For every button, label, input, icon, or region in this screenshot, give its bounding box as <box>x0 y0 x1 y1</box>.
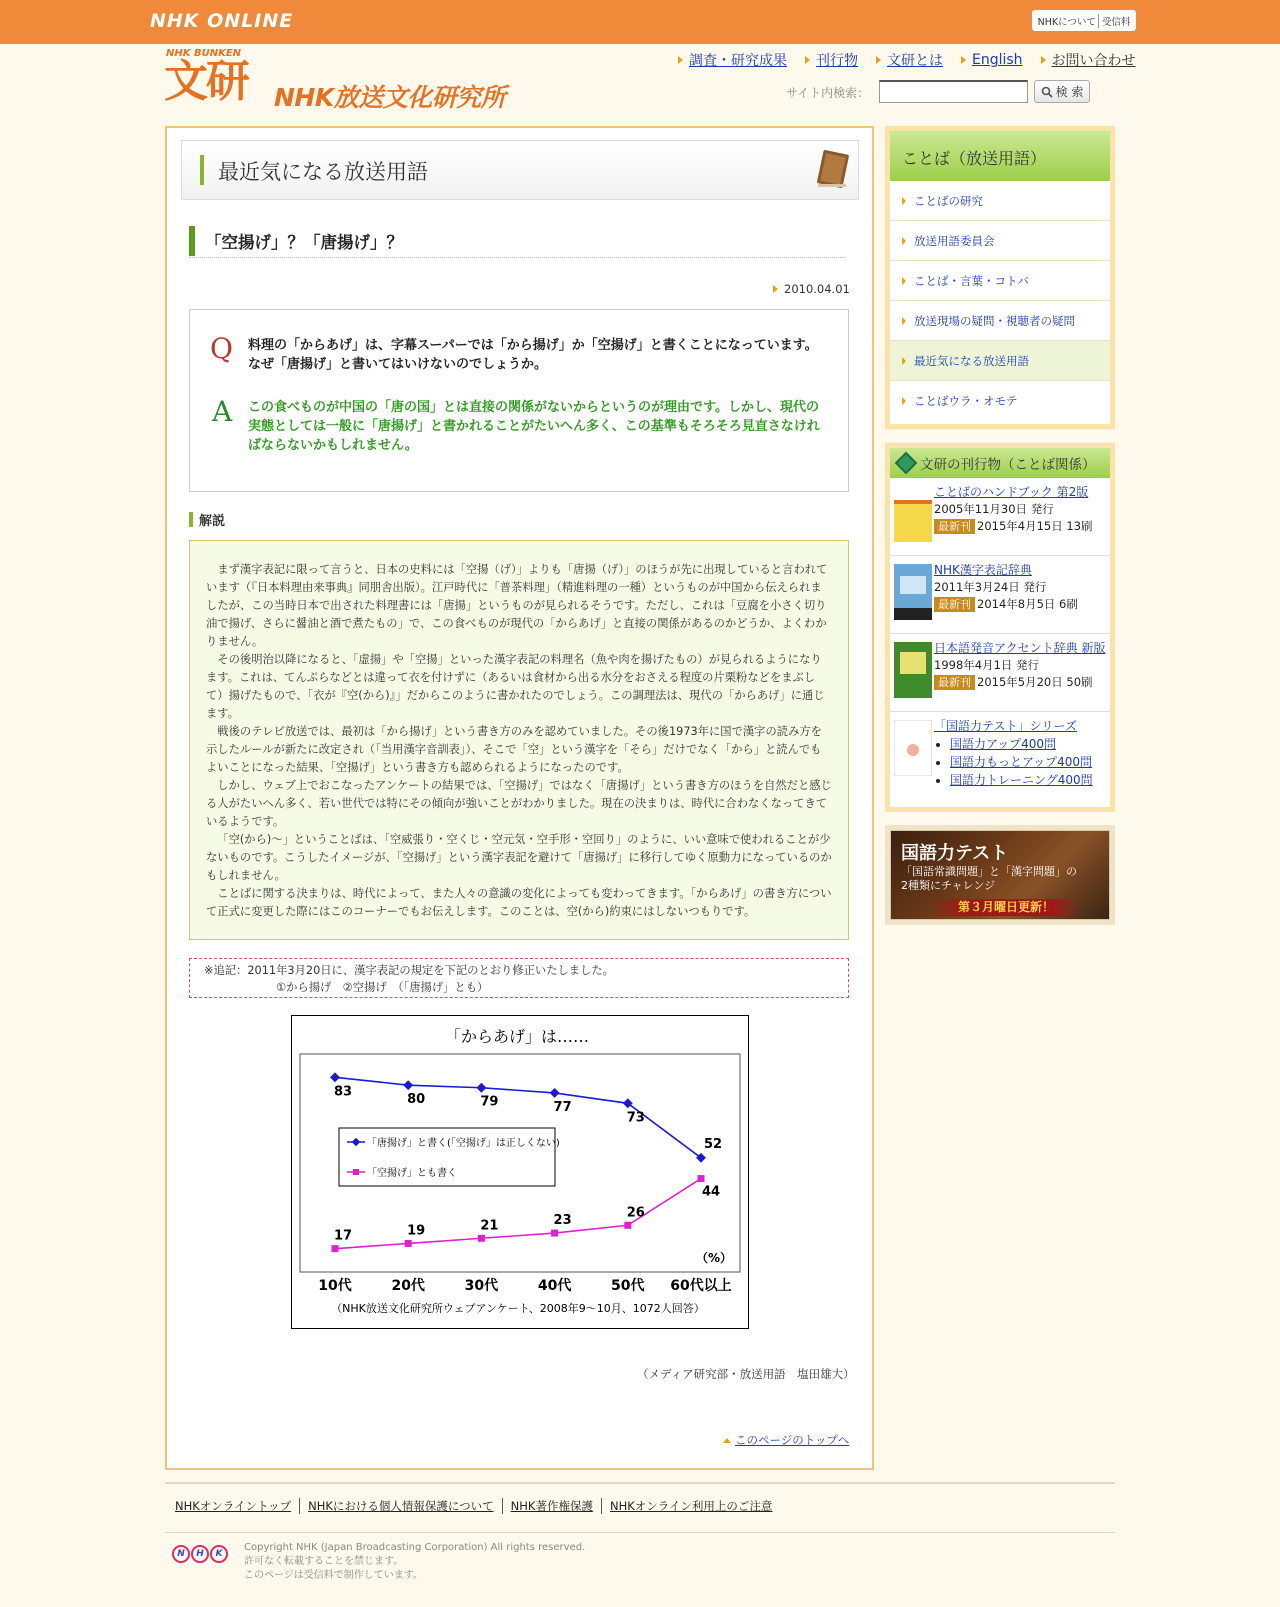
chart-source: （NHK放送文化研究所ウェブアンケート、2008年9～10月、1072人回答） <box>331 1302 705 1315</box>
publication-print: 2015年5月20日 50刷 <box>977 675 1093 689</box>
nav-item-publications <box>805 50 858 70</box>
article-heading <box>189 226 845 258</box>
arrow-right-icon <box>902 397 906 405</box>
nhk-logo-circle: H <box>191 1545 209 1563</box>
arrow-right-icon <box>678 56 683 64</box>
about-nhk-link[interactable]: NHKについて <box>1037 16 1096 28</box>
arrow-right-icon <box>961 56 966 64</box>
addendum-line: ※追記：2011年3月20日に、漢字表記の規定を下記のとおり修正いたしました。 <box>204 964 614 977</box>
page-title: 最近気になる放送用語 <box>218 160 428 184</box>
question-mark-letter: Q <box>210 332 233 365</box>
arrow-right-icon <box>902 277 906 285</box>
series-item <box>950 771 1106 789</box>
search-icon <box>1041 86 1053 98</box>
nhk-logo-circle: K <box>210 1545 228 1563</box>
data-point <box>403 1080 413 1090</box>
bunken-logo[interactable]: 文研 <box>164 56 248 107</box>
arrow-right-icon <box>1041 56 1046 64</box>
title-accent-bar <box>200 155 204 185</box>
publication-print: 2014年8月5日 6刷 <box>977 597 1078 611</box>
addendum-line: ①から揚げ ②空揚げ （「唐揚げ」とも） <box>276 981 489 994</box>
publications-inner <box>890 448 1110 807</box>
sidebar-item-label: 放送現場の疑問・視聴者の疑問 <box>914 313 1075 328</box>
copyright-line: このページは受信料で制作しています。 <box>244 1570 423 1581</box>
publications-box <box>885 443 1115 812</box>
sidebar-menu <box>885 126 1115 429</box>
article-date <box>773 282 850 296</box>
x-tick-label: 40代 <box>537 1278 572 1294</box>
series-item <box>950 735 1106 753</box>
footer-links <box>175 1498 780 1514</box>
top-links <box>1032 10 1136 31</box>
legend-marker-square <box>353 1169 359 1175</box>
kokugo-test-banner[interactable] <box>885 825 1115 925</box>
unit-label: （%） <box>695 1251 732 1265</box>
top-bar <box>0 0 1280 44</box>
series-item-link[interactable]: 国語力もっとアップ400問 <box>950 755 1093 769</box>
qa-box <box>189 309 849 492</box>
explanation-heading-text: 解説 <box>199 514 226 529</box>
publication-link[interactable]: ことばのハンドブック 第2版 <box>934 485 1089 499</box>
nav-item-english <box>961 50 1023 70</box>
question-text: 料理の「からあげ」は、字幕スーパーでは「から揚げ」か「空揚げ」と書くことになっています。なぜ「唐揚げ」と書いてはいけないのでしょうか。 <box>248 338 818 372</box>
data-point <box>330 1072 340 1082</box>
gem-icon <box>895 452 918 475</box>
banner-title: 国語力テスト <box>901 843 1009 864</box>
series-item-link[interactable]: 国語力トレーニング400問 <box>950 773 1093 787</box>
banner-subtitle-line: 「国語常識問題」と「漢字問題」の <box>901 865 1077 878</box>
arrow-up-icon <box>723 1438 731 1443</box>
banner-subtitle-line: 2種類にチャレンジ <box>901 879 996 892</box>
book-cover-image[interactable] <box>894 486 932 542</box>
publication-text <box>934 640 1106 691</box>
main-content <box>165 126 874 1470</box>
arrow-right-icon <box>902 197 906 205</box>
data-label: 44 <box>701 1184 721 1200</box>
data-label: 52 <box>703 1136 723 1152</box>
line-chart-svg <box>292 1016 748 1328</box>
institute-name[interactable]: NHK放送文化研究所 <box>274 83 506 112</box>
x-tick-label: 50代 <box>611 1278 645 1294</box>
publication-date: 2011年3月24日 発行 <box>934 580 1047 594</box>
publication-print: 2015年4月15日 13刷 <box>977 519 1093 533</box>
author-credit: （メディア研究部・放送用語 塩田雄大） <box>637 1367 855 1381</box>
chart-title: 「からあげ」は…… <box>444 1027 590 1046</box>
fee-link[interactable]: 受信料 <box>1098 14 1131 28</box>
data-point <box>698 1175 705 1182</box>
data-label: 19 <box>407 1223 426 1239</box>
heading-accent-bar <box>189 226 195 256</box>
footer-link-notice[interactable]: NHKオンライン利用上のご注意 <box>601 1498 780 1514</box>
footer-link-top[interactable]: NHKオンライントップ <box>175 1499 292 1513</box>
sidebar-item-label: ことばウラ・オモテ <box>914 394 1018 408</box>
data-label: 23 <box>553 1213 572 1229</box>
data-point <box>551 1230 558 1237</box>
arrow-right-icon <box>902 357 906 365</box>
explanation-paragraph: 戦後のテレビ放送では、最初は「から揚げ」という書き方のみを認めていました。その後1973年に国で漢字の読み方を示したルールが新たに改定され（「当用漢字音訓表」）、そこで「空」という漢字を「そら」だけでなく「から」と読んでもよいことになった結果、「空揚げ」という書き方も認められるようになったのです。 <box>206 725 822 774</box>
publication-date: 2005年11月30日 発行 <box>934 502 1054 516</box>
search-button[interactable] <box>1034 80 1090 103</box>
nav-link-english[interactable]: English <box>972 52 1023 68</box>
answer-mark-letter: A <box>212 395 233 428</box>
data-label: 77 <box>553 1099 572 1115</box>
nav-link-research[interactable]: 調査・研究成果 <box>689 53 787 69</box>
newest-badge: 最新刊 <box>934 597 975 612</box>
nav-item-about <box>876 50 943 70</box>
footer-divider <box>165 1532 1115 1533</box>
publication-text <box>934 484 1106 535</box>
sidebar-menu-title[interactable]: ことば（放送用語） <box>902 149 1047 168</box>
data-label: 17 <box>333 1228 353 1244</box>
newest-badge: 最新刊 <box>934 519 975 534</box>
explanation-paragraph: その後明治以降になると、「虚揚」や「空揚」といった漢字表記の料理名（魚や肉を揚げたもの）が見られるようになります。これは、てんぷらなどとは違って衣を付けずに（あるいは食材から出る水分をおさえる程度の片栗粉などをまぶして）揚げたもので、「衣が『空(から)』」だからこのように書かれたのでしょう。この調理法は、現代の「からあげ」に通じます。 <box>206 653 825 720</box>
data-point <box>405 1240 412 1247</box>
banner-subtitle <box>901 865 1077 893</box>
explanation-box <box>189 540 849 940</box>
search-label: サイト内検索： <box>786 86 870 100</box>
copyright-line: 許可なく転載することを禁じます。 <box>244 1556 404 1567</box>
sidebar-item-label: 放送用語委員会 <box>914 233 995 248</box>
publication-item <box>890 556 1110 634</box>
series-item <box>950 753 1106 771</box>
series-item-link[interactable]: 国語力アップ400問 <box>950 737 1057 751</box>
page-title-box <box>181 140 859 200</box>
sidebar-item-label: ことば・言葉・コトバ <box>914 273 1029 288</box>
sidebar-item-questions[interactable] <box>890 301 1110 341</box>
sidebar-menu-header <box>890 131 1110 181</box>
page-top-link-wrap <box>723 1432 849 1448</box>
nhk-logo[interactable] <box>172 1545 230 1567</box>
series-list <box>950 735 1106 789</box>
data-point <box>478 1235 485 1242</box>
data-point <box>550 1088 560 1098</box>
nhk-online-logo[interactable]: NHK ONLINE <box>150 10 294 32</box>
data-label: 80 <box>407 1092 426 1108</box>
nhk-logo-circle: N <box>172 1545 190 1563</box>
footer-divider <box>165 1482 1115 1484</box>
copyright <box>244 1541 585 1583</box>
sidebar-menu-inner <box>890 131 1110 424</box>
publication-link[interactable]: NHK漢字表記辞典 <box>934 563 1032 577</box>
arrow-right-icon <box>902 317 906 325</box>
publications-title: 文研の刊行物（ことば関係） <box>920 457 1096 473</box>
page-top-link[interactable]: このページのトップへ <box>735 1433 850 1447</box>
nav-item-research <box>678 50 787 70</box>
date-text: 2010.04.01 <box>784 282 850 296</box>
global-nav <box>678 50 1136 70</box>
explanation-paragraph: ことばに関する決まりは、時代によって、また人々の意識の変化によっても変わってきます。「からあげ」の書き方について正式に変更した際にはこのコーナーでもお伝えします。このことは、空(から)約束にはしないつもりです。 <box>206 887 832 918</box>
banner-inner <box>890 830 1110 920</box>
arrow-right-icon <box>902 237 906 245</box>
x-tick-label: 10代 <box>318 1278 352 1294</box>
sidebar-item-recent-terms[interactable] <box>890 341 1110 381</box>
sidebar-item-label: 最近気になる放送用語 <box>914 353 1029 368</box>
book-cover-image[interactable] <box>894 720 932 776</box>
publication-link[interactable]: 日本語発音アクセント辞典 新版 <box>934 641 1106 655</box>
newest-badge: 最新刊 <box>934 675 975 690</box>
data-point <box>624 1222 631 1229</box>
series-link[interactable]: 「国語力テスト」シリーズ <box>934 719 1077 733</box>
arrow-right-icon <box>876 56 881 64</box>
x-axis-labels <box>318 1277 731 1294</box>
nav-link-about[interactable]: 文研とは <box>887 53 943 69</box>
sidebar-item-kotoba-kotoba[interactable] <box>890 261 1110 301</box>
explanation-heading <box>189 510 225 529</box>
publications-header <box>890 448 1110 478</box>
survey-chart <box>291 1015 749 1329</box>
answer-text: この食べものが中国の「唐の国」とは直接の関係がないからというのが理由です。しかし、現代の実態としては一般に「唐揚げ」と書かれることがたいへん多く、この基準もそろそろ見直さなければならないかもしれません。 <box>248 400 820 453</box>
x-tick-label: 60代以上 <box>670 1278 732 1294</box>
arrow-right-icon <box>773 285 778 293</box>
article-title: 「空揚げ」？「唐揚げ」？ <box>205 233 403 252</box>
sidebar-item-ura-omote[interactable] <box>890 381 1110 421</box>
banner-update-strip: 第３月曜日更新！ <box>931 899 1081 916</box>
search-input[interactable] <box>879 80 1028 103</box>
publication-text <box>934 562 1106 613</box>
bunken-logo-sub: NHK BUNKEN <box>166 48 242 59</box>
publication-item <box>890 634 1110 712</box>
nav-item-contact <box>1041 50 1136 70</box>
sidebar-item-committee[interactable] <box>890 221 1110 261</box>
data-point <box>332 1245 339 1252</box>
publication-date: 1998年4月1日 発行 <box>934 658 1040 672</box>
legend-label: 「唐揚げ」と書く(「空揚げ」は正しくない) <box>367 1138 560 1149</box>
nav-link-publications[interactable]: 刊行物 <box>816 53 858 69</box>
nav-link-contact[interactable]: お問い合わせ <box>1051 53 1136 69</box>
data-label: 73 <box>626 1110 645 1126</box>
series-line-1 <box>335 1179 701 1249</box>
sidebar-item-kotoba-research[interactable] <box>890 181 1110 221</box>
sidebar-item-label: ことばの研究 <box>914 193 983 208</box>
publication-text <box>934 718 1106 789</box>
data-label: 79 <box>480 1094 499 1110</box>
data-label: 21 <box>480 1218 499 1234</box>
x-tick-label: 30代 <box>464 1278 499 1294</box>
addendum-note <box>189 958 849 998</box>
footer-link-privacy[interactable]: NHKにおける個人情報保護について <box>299 1498 502 1514</box>
explanation-paragraph: しかし、ウェブ上でおこなったアンケートの結果では、「空揚げ」ではなく「唐揚げ」という書き方のほうを自然だと感じる人がたいへん多く、若い世代では特にその傾向が強いことがわかりました。現在の決まりは、時代に合わなくなってきているようです。 <box>206 779 832 828</box>
explanation-paragraph: 「空(から)～」ということばは、「空威張り・空くじ・空元気・空手形・空回り」のように、いい意味で使われることが少ないものです。こうしたイメージが、「空揚げ」という漢字表記を避けて「唐揚げ」に移行してゆく原動力になっているのかもしれません。 <box>206 833 832 882</box>
arrow-right-icon <box>805 56 810 64</box>
legend-label: 「空揚げ」とも書く <box>367 1168 457 1179</box>
data-label: 83 <box>333 1084 353 1100</box>
publication-item <box>890 478 1110 556</box>
data-point <box>476 1083 486 1093</box>
book-icon <box>814 148 850 190</box>
x-tick-label: 20代 <box>391 1278 425 1294</box>
footer-link-copyright[interactable]: NHK著作権保護 <box>502 1498 601 1514</box>
explanation-paragraph: まず漢字表記に限って言うと、日本の史料には「空揚（げ）」よりも「唐揚（げ）」のほうが先に出現していると言われています（『日本料理由来事典』同朋舎出版）。江戸時代に「普茶料理」（精進料理の一種）というものが中国から伝えられましたが、この当時日本で出された料理書には「唐揚」というものが見られるそうです。ただし、これは「豆腐を小さく切り油で揚げ、さらに醤油と酒で煮たもの」で、この食べものが現代の「からあげ」と直接の関係があるのかどうか、よくわかりません。 <box>206 563 828 648</box>
book-cover-image[interactable] <box>894 642 932 698</box>
data-label: 26 <box>626 1205 645 1221</box>
heading-accent-bar <box>189 512 193 527</box>
book-cover-image[interactable] <box>894 564 932 620</box>
copyright-line: Copyright NHK (Japan Broadcasting Corporation) All rights reserved. <box>244 1542 586 1553</box>
search-button-label: 検 索 <box>1055 85 1084 99</box>
